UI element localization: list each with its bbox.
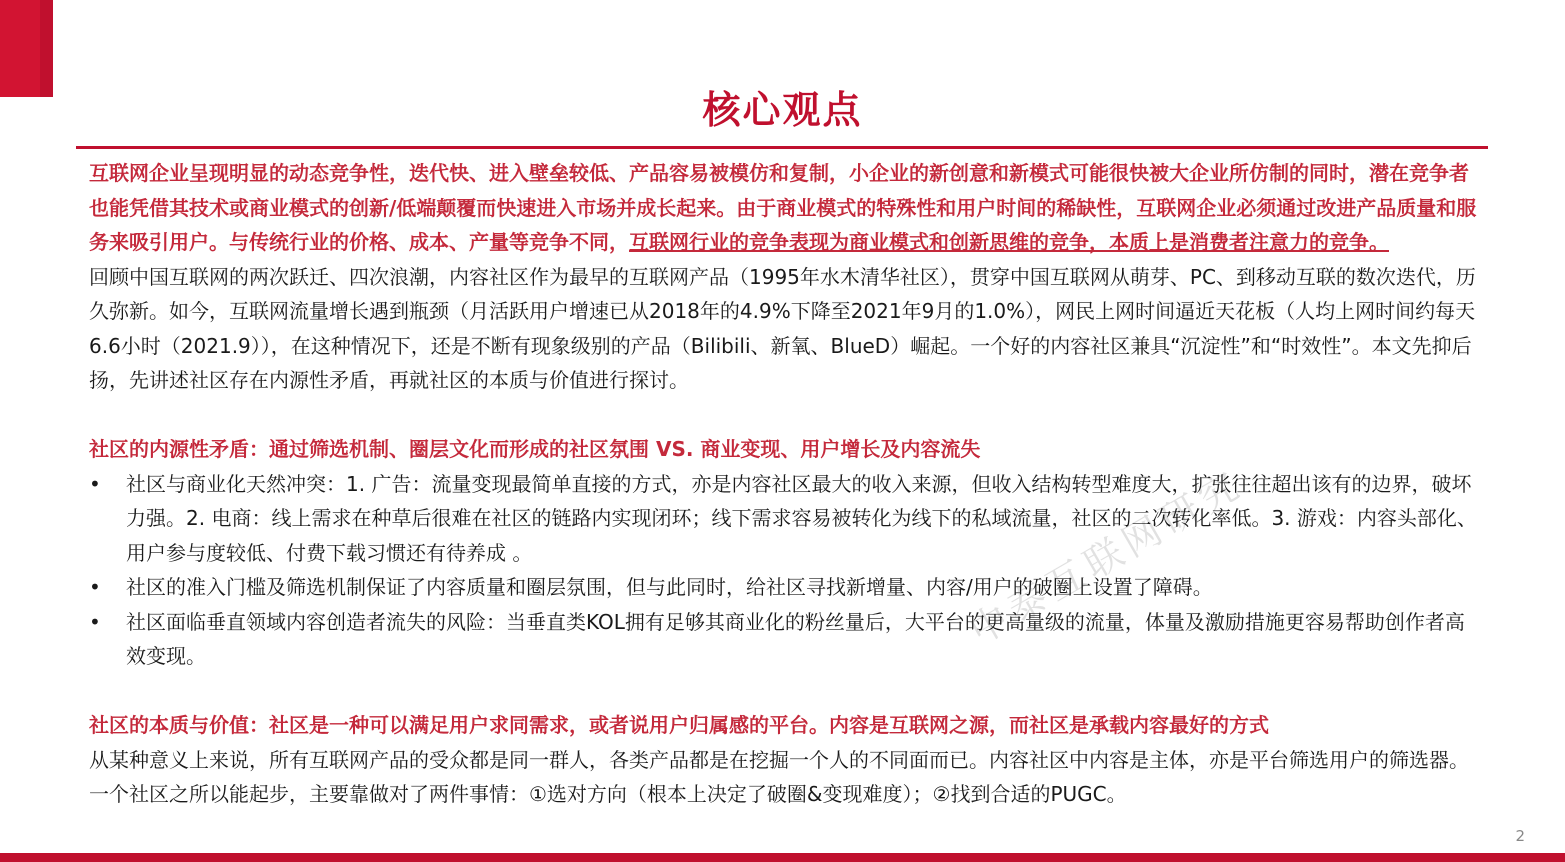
page-title: 核心观点 — [702, 88, 863, 132]
spacer — [89, 398, 1481, 433]
section1-heading: 社区的内源性矛盾：通过筛选机制、圈层文化而形成的社区氛围 VS. 商业变现、用户增长及内容流失 — [89, 437, 981, 461]
corner-decoration — [0, 0, 53, 97]
bullet-icon: • — [89, 609, 101, 634]
section1-bullet-list — [89, 467, 1481, 674]
section2-body: 从某种意义上来说，所有互联网产品的受众都是同一群人，各类产品都是在挖掘一个人的不同面而已。内容社区中内容是主体，亦是平台筛选用户的筛选器。一个社区之所以能起步，主要靠做对了两件事情：①选对方向（根本上决定了破圈&变现难度）；②找到合适的PUGC。 — [89, 747, 1469, 806]
section2-heading: 社区的本质与价值：社区是一种可以满足用户求同需求，或者说用户归属感的平台。内容是互联网之源，而社区是承载内容最好的方式 — [89, 713, 1269, 737]
corner-accent — [0, 0, 40, 97]
bullet-text: 社区面临垂直领域内容创造者流失的风险：当垂直类KOL拥有足够其商业化的粉丝量后，大平台的更高量级的流量，体量及激励措施更容易帮助创作者高效变现。 — [126, 609, 1465, 668]
bullet-text: 社区的准入门槛及筛选机制保证了内容质量和圈层氛围，但与此同时，给社区寻找新增量、内容/用户的破圈上设置了障碍。 — [126, 575, 1213, 599]
slide-content — [89, 156, 1481, 812]
spacer — [89, 674, 1481, 709]
page-number: 2 — [1515, 827, 1525, 845]
intro-red-text: 互联网企业呈现明显的动态竞争性，迭代快、进入壁垒较低、产品容易被模仿和复制，小企业的新创意和新模式可能很快被大企业所仿制的同时，潜在竞争者也能凭借其技术或商业模式的创新/低端颠覆而快速进入市场并成长起来。由于商业模式的特殊性和用户时间的稀缺性，互联网企业必须通过改进产品质量和服务来吸引用户。与传统行业的价格、成本、产量等竞争不同， — [89, 161, 1477, 254]
bottom-bar — [0, 853, 1565, 862]
intro-key-conclusion: 互联网行业的竞争表现为商业模式和创新思维的竞争，本质上是消费者注意力的竞争。 — [629, 230, 1389, 254]
title-divider — [76, 146, 1488, 149]
list-item — [89, 570, 1481, 605]
intro-body: 回顾中国互联网的两次跃迁、四次浪潮，内容社区作为最早的互联网产品（1995年水木清华社区），贯穿中国互联网从萌芽、PC、到移动互联的数次迭代，历久弥新。如今，互联网流量增长遇到瓶颈（月活跃用户增速已从2018年的4.9%下降至2021年9月的1.0%），网民上网时间逼近天花板（人均上网时间约每天6.6小时（2021.9）），在这种情况下，还是不断有现象级别的产品（Bilibili、新氧、BlueD）崛起。一个好的内容社区兼具“沉淀性”和“时效性”。本文先抑后扬，先讲述社区存在内源性矛盾，再就社区的本质与价值进行探讨。 — [89, 264, 1476, 392]
bullet-icon: • — [89, 575, 101, 599]
list-item — [89, 605, 1481, 674]
list-item — [89, 467, 1481, 571]
bullet-text: 社区与商业化天然冲突：1. 广告：流量变现最简单直接的方式，亦是内容社区最大的收入来源，但收入结构转型难度大，扩张往往超出该有的边界，破坏力强。2. 电商：线上需求在种草后很难在社区的链路内实现闭环；线下需求容易被转化为线下的私域流量，社区的二次转化率低。3. 游戏：内容头部化、用户参与度较低、付费下载习惯还有待养成 。 — [126, 471, 1477, 565]
watermark: 中泰互联网研究 — [962, 461, 1251, 654]
intro-paragraph — [89, 156, 1481, 260]
bullet-icon: • — [89, 471, 101, 496]
